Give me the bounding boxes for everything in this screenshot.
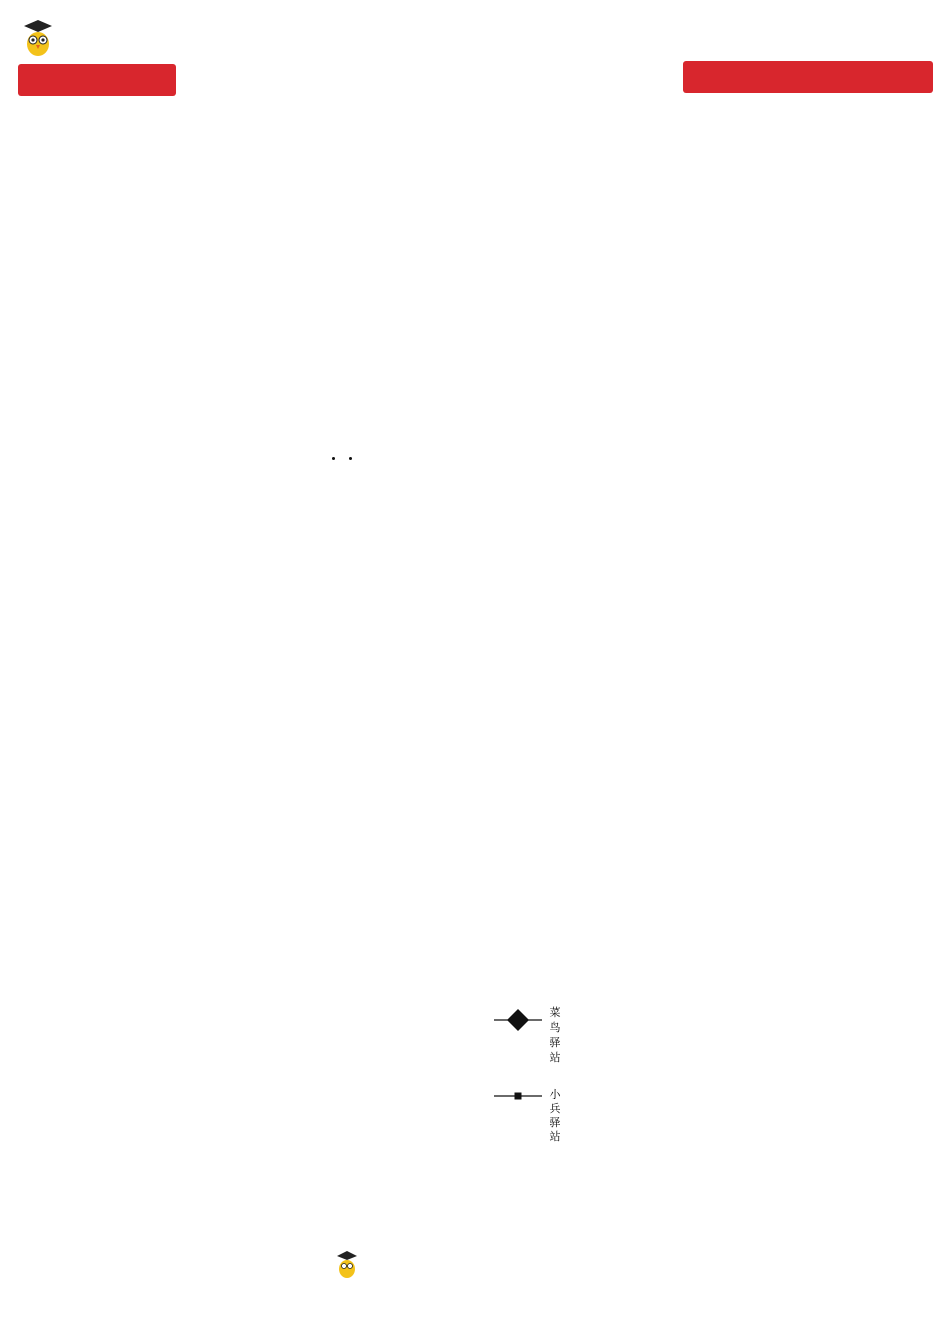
header-banner[interactable] bbox=[683, 61, 933, 93]
emphasis-dot bbox=[349, 457, 352, 460]
legend-xiaobing-label: 站 bbox=[549, 1130, 561, 1143]
owl-footer-icon bbox=[336, 1250, 358, 1280]
legend-cainiao-label: 鸟 bbox=[549, 1021, 561, 1034]
ski-visits-chart bbox=[58, 505, 418, 710]
legend-xiaobing-marker bbox=[515, 1093, 522, 1100]
emphasis-dot bbox=[332, 457, 335, 460]
logo-url-badge[interactable] bbox=[18, 64, 176, 96]
legend-xiaobing-label: 驿 bbox=[549, 1116, 561, 1129]
legend-cainiao-label: 驿 bbox=[549, 1036, 561, 1049]
courier-station-chart bbox=[64, 994, 567, 1164]
legend-cainiao-label: 站 bbox=[549, 1051, 561, 1064]
legend-xiaobing-label: 兵 bbox=[549, 1102, 561, 1115]
legend-cainiao-marker bbox=[507, 1009, 529, 1031]
owl-logo-icon bbox=[22, 18, 54, 58]
legend-cainiao-label: 菜 bbox=[549, 1006, 561, 1019]
legend-xiaobing-label: 小 bbox=[549, 1088, 561, 1101]
